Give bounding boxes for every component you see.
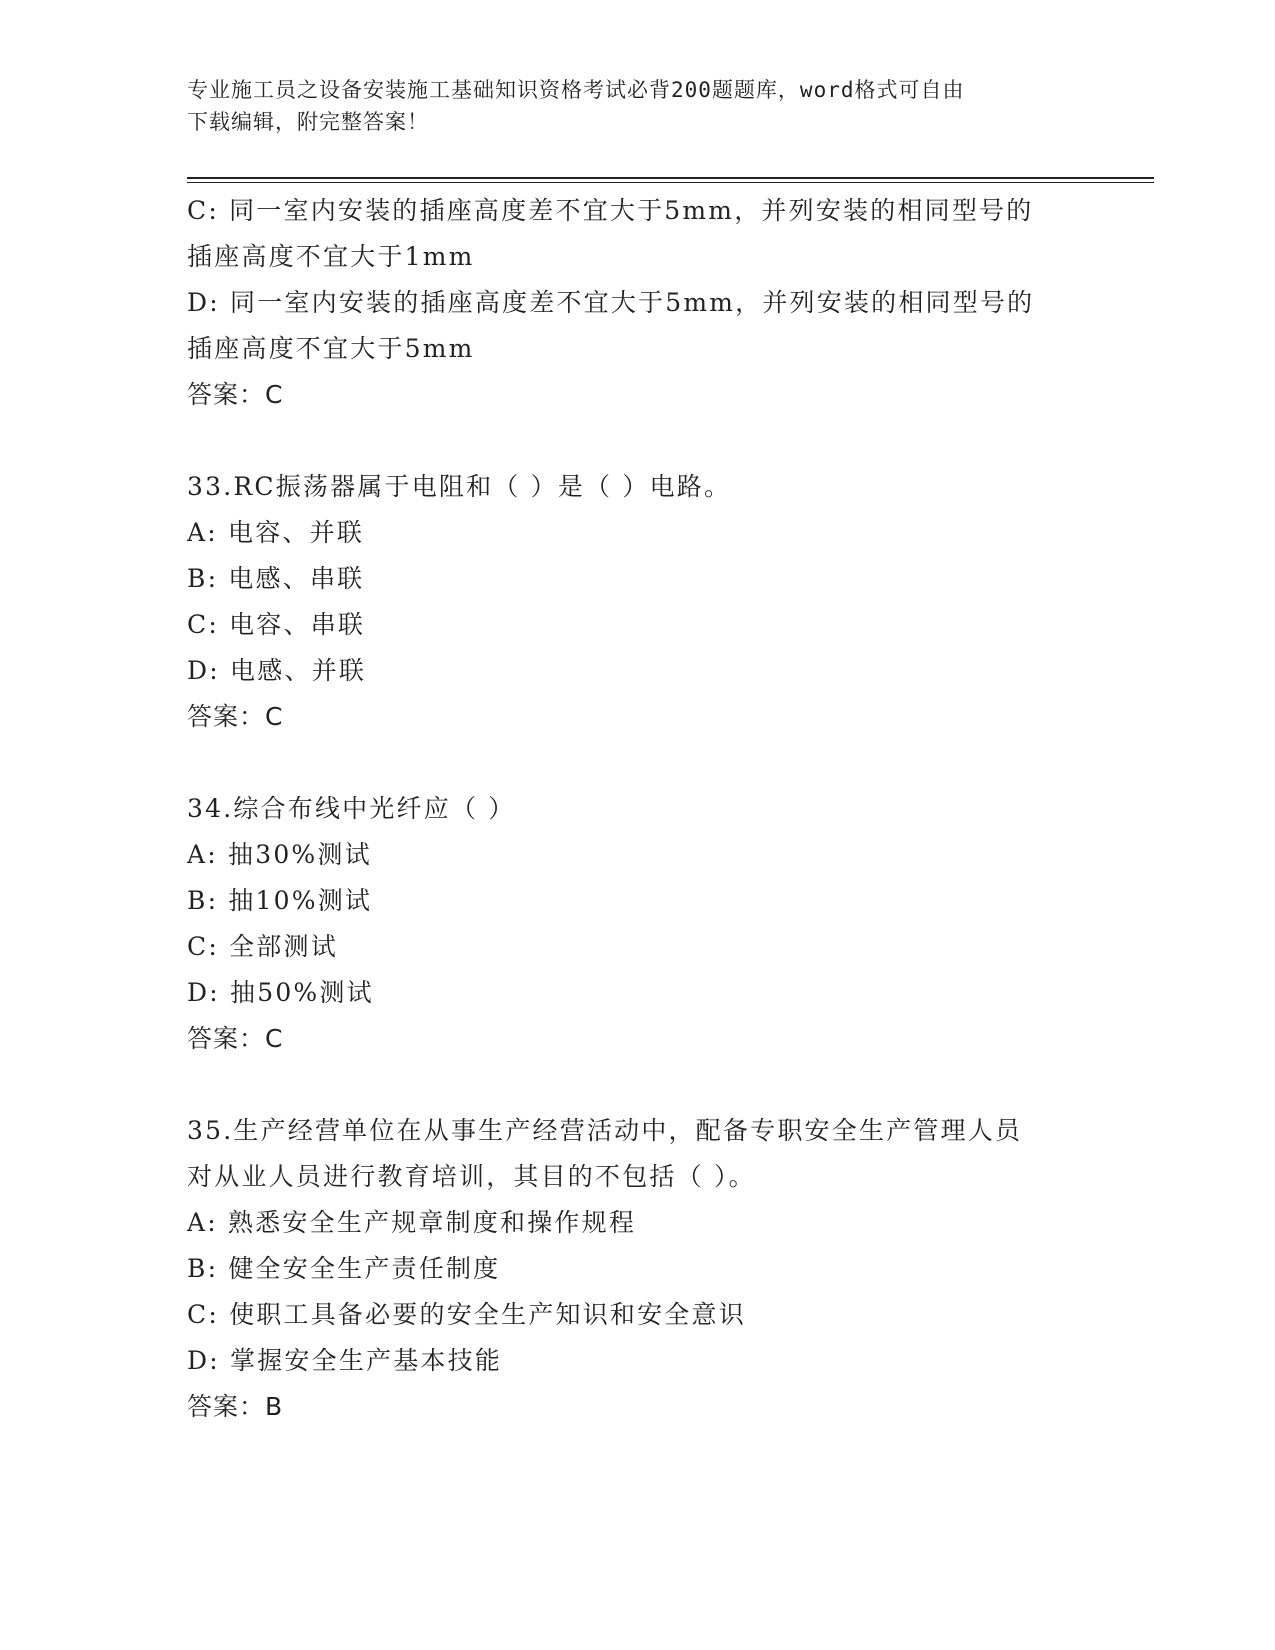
question-34	[187, 786, 1087, 1062]
answer-line: 答案：C	[187, 702, 284, 731]
option-d: D: 电感、并联	[187, 656, 367, 685]
header-divider-thin	[187, 182, 1154, 183]
option-c: C: 使职工具备必要的安全生产知识和安全意识	[187, 1300, 746, 1329]
option-b: B: 电感、串联	[187, 564, 365, 593]
option-line: D: 同一室内安装的插座高度差不宜大于5mm，并列安装的相同型号的	[187, 288, 1035, 317]
question-stem-continued: 对从业人员进行教育培训，其目的不包括（ ）。	[187, 1162, 756, 1191]
document-header	[187, 74, 1067, 138]
header-line-1: 专业施工员之设备安装施工基础知识资格考试必背200题题库，word格式可自由	[187, 78, 965, 102]
answer-line: 答案：B	[187, 1392, 284, 1421]
option-d: D: 掌握安全生产基本技能	[187, 1346, 503, 1375]
option-a: A: 电容、并联	[187, 518, 365, 547]
question-stem: 34.综合布线中光纤应（ ）	[187, 794, 516, 823]
option-b: B: 健全安全生产责任制度	[187, 1254, 501, 1283]
option-line: C: 同一室内安装的插座高度差不宜大于5mm，并列安装的相同型号的	[187, 196, 1034, 225]
option-c: C: 电容、串联	[187, 610, 366, 639]
question-stem: 33.RC振荡器属于电阻和（ ）是（ ）电路。	[187, 472, 732, 501]
header-divider-thick	[187, 177, 1154, 179]
question-content	[187, 188, 1087, 1430]
spacer	[187, 418, 1087, 464]
spacer	[187, 740, 1087, 786]
option-a: A: 熟悉安全生产规章制度和操作规程	[187, 1208, 637, 1237]
answer-line: 答案：C	[187, 1024, 284, 1053]
question-continuation	[187, 188, 1087, 418]
option-d: D: 抽50%测试	[187, 978, 374, 1007]
spacer	[187, 1062, 1087, 1108]
question-33	[187, 464, 1087, 740]
option-line: 插座高度不宜大于5mm	[187, 334, 475, 363]
answer-line: 答案：C	[187, 380, 284, 409]
question-stem: 35.生产经营单位在从事生产经营活动中，配备专职安全生产管理人员	[187, 1116, 1023, 1145]
option-c: C: 全部测试	[187, 932, 338, 961]
header-line-2: 下载编辑，附完整答案！	[187, 110, 429, 134]
option-a: A: 抽30%测试	[187, 840, 372, 869]
question-35	[187, 1108, 1087, 1430]
option-line: 插座高度不宜大于1mm	[187, 242, 475, 271]
option-b: B: 抽10%测试	[187, 886, 373, 915]
